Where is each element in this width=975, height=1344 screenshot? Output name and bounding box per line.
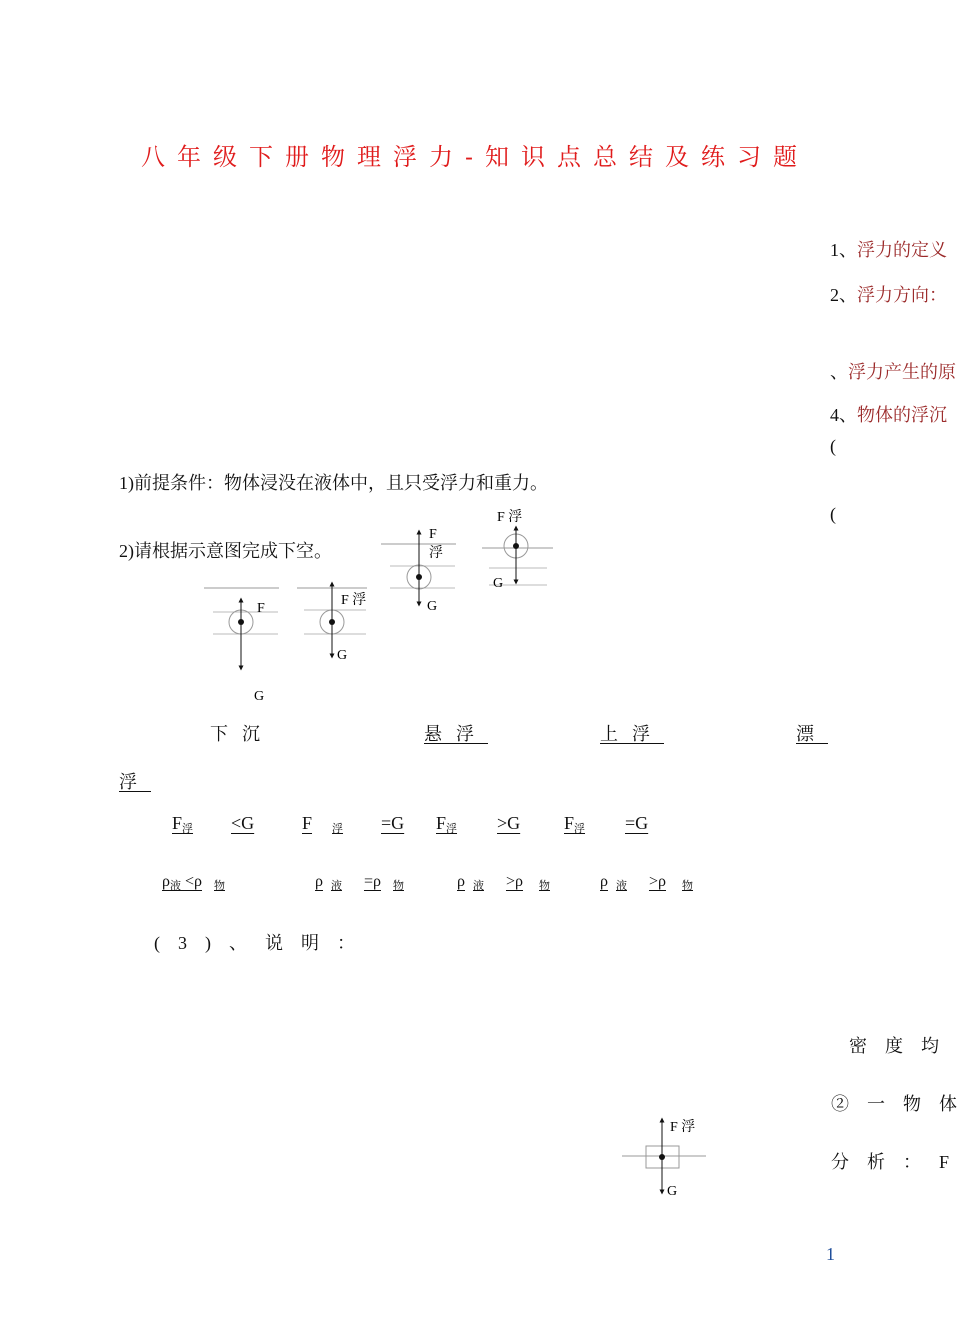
liquid-subscript: 液 bbox=[330, 880, 342, 892]
page-number: 1 bbox=[826, 1244, 835, 1264]
item-number: 2、 bbox=[830, 285, 857, 305]
force-relation: <G bbox=[231, 813, 255, 833]
force-relation-sink bbox=[172, 813, 254, 836]
force-label-f: F 浮 bbox=[497, 510, 523, 525]
force-subscript: 浮 bbox=[574, 823, 586, 835]
diagram-suspend bbox=[297, 584, 367, 663]
condition-rise: 上浮 bbox=[600, 724, 664, 744]
force-relation: =G bbox=[381, 813, 405, 833]
density-uniform-text: 密度均 bbox=[849, 1036, 957, 1056]
force-label-g: G bbox=[427, 599, 438, 614]
force-label-f-sub: 浮 bbox=[429, 546, 443, 561]
diagram-float bbox=[482, 509, 553, 591]
paren-marker: ( bbox=[830, 436, 836, 456]
density-relation: =ρ bbox=[363, 873, 381, 890]
force-symbol: F bbox=[564, 813, 575, 833]
density-relation: >ρ bbox=[648, 873, 666, 890]
diagram-sink bbox=[204, 588, 279, 704]
force-label-g: G bbox=[254, 689, 265, 704]
page-title: 八年级下册物理浮力-知识点总结及练习题 bbox=[141, 144, 809, 171]
force-label-f: F 浮 bbox=[341, 593, 367, 608]
density-relation-sink bbox=[162, 873, 237, 893]
force-symbol: F bbox=[172, 813, 183, 833]
force-relation-float bbox=[564, 813, 648, 836]
diagram-float-block bbox=[622, 1119, 706, 1199]
condition-suspend: 悬浮 bbox=[424, 724, 488, 744]
item-text: 浮力的定义 bbox=[857, 240, 947, 260]
density-relation: >ρ bbox=[505, 873, 523, 890]
force-subscript: 浮 bbox=[446, 823, 458, 835]
force-symbol: F bbox=[436, 813, 447, 833]
object-subscript: 物 bbox=[393, 880, 404, 892]
force-label-g: G bbox=[337, 648, 348, 663]
force-label-f: F 浮 bbox=[670, 1120, 696, 1135]
item-text: 物体的浮沉 bbox=[857, 405, 947, 425]
force-label-f: F bbox=[257, 601, 265, 616]
liquid-subscript: 液 bbox=[472, 880, 484, 892]
density-relation-float bbox=[600, 873, 701, 893]
object-subscript: 物 bbox=[682, 880, 693, 892]
paren-marker: ( bbox=[830, 504, 836, 524]
premise-text: 1)前提条件：物体浸没在液体中，且只受浮力和重力。 bbox=[119, 473, 548, 493]
liquid-subscript: 液 bbox=[615, 880, 627, 892]
force-label-g: G bbox=[667, 1184, 678, 1199]
liquid-subscript: 液 bbox=[169, 880, 181, 892]
force-label-f: F bbox=[429, 527, 437, 542]
condition-sink: 下沉 bbox=[210, 724, 274, 744]
item-number: 1、 bbox=[830, 240, 857, 260]
item-text: 浮力产生的原 bbox=[848, 362, 956, 382]
instruction-text: 2)请根据示意图完成下空。 bbox=[119, 541, 332, 561]
item-2-text: ②一物体 bbox=[831, 1094, 975, 1114]
rho-symbol: ρ bbox=[457, 873, 465, 890]
force-relation-rise bbox=[436, 813, 520, 836]
force-relation: >G bbox=[497, 813, 521, 833]
object-subscript: 物 bbox=[539, 880, 550, 892]
item-number: 、 bbox=[830, 362, 848, 382]
condition-float-part2: 浮 bbox=[119, 772, 151, 792]
item-text: 浮力方向： bbox=[857, 285, 947, 305]
analysis-text: 分析：F bbox=[831, 1152, 968, 1172]
rho-symbol: ρ bbox=[315, 873, 323, 890]
condition-float-part1: 漂 bbox=[796, 724, 828, 744]
force-subscript: 浮 bbox=[182, 823, 194, 835]
rho-symbol: ρ bbox=[600, 873, 608, 890]
force-relation: =G bbox=[625, 813, 649, 833]
force-label-g: G bbox=[493, 576, 504, 591]
force-symbol: F bbox=[302, 813, 313, 833]
object-subscript: 物 bbox=[214, 880, 225, 892]
density-relation: <ρ bbox=[184, 873, 202, 890]
diagram-rise bbox=[381, 527, 456, 614]
rho-symbol: ρ bbox=[162, 873, 170, 890]
explanation-heading: (3)、说明： bbox=[154, 933, 373, 953]
density-relation-rise bbox=[457, 873, 558, 893]
density-relation-suspend bbox=[315, 873, 412, 893]
force-subscript: 浮 bbox=[332, 823, 344, 835]
force-relation-suspend bbox=[302, 813, 404, 836]
item-number: 4、 bbox=[830, 405, 857, 425]
